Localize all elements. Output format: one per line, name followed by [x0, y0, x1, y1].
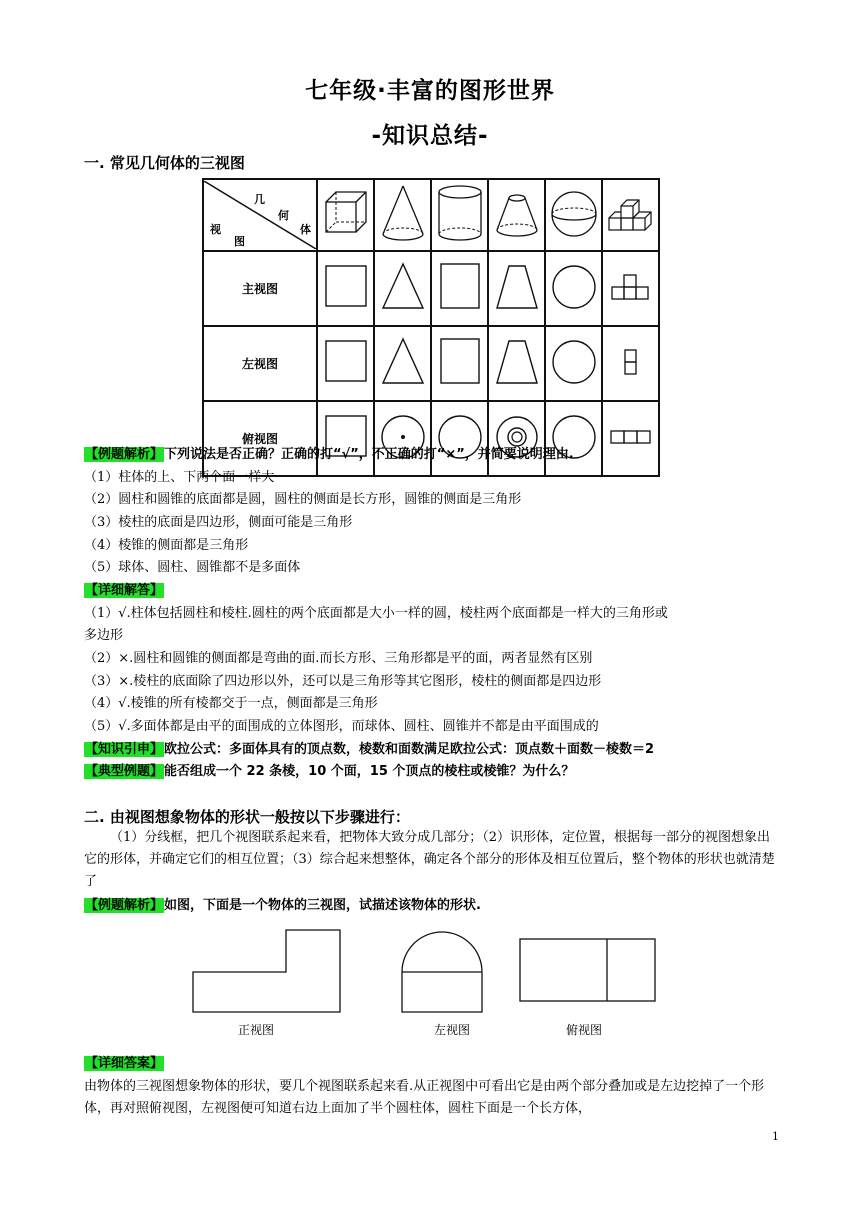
typical-tag: 【典型例题】 [85, 764, 164, 779]
top-view-blocks [603, 402, 658, 471]
cylinder-icon [432, 180, 487, 246]
section1-heading: 一. 常见几何体的三视图 [84, 154, 245, 172]
example-line [84, 444, 574, 466]
front-view-square [318, 252, 373, 321]
answer-tag: 【详细解答】 [85, 583, 164, 598]
answer2-text: 由物体的三视图想象物体的形状，要几个视图联系起来看.从正视图中可看出它是由两个部分叠加或是左边挖掉了一个形体，再对照俯视图，左视图便可知道右边上面加了半个圆柱体，圆柱下面是一个长方体， [84, 1079, 765, 1116]
header-char-3: 体 [300, 223, 311, 236]
front-view-shape [193, 930, 340, 1012]
table-header-cell [203, 179, 317, 251]
three-views-figure [190, 925, 660, 1017]
example2-question: 如图，下面是一个物体的三视图，试描述该物体的形状. [164, 898, 481, 913]
top-view-shape [520, 939, 655, 1001]
answer-5: （5）√.多面体都是由平的面围成的立体图形，而球体、圆柱、圆锥并不都是由平面围成的 [84, 719, 599, 734]
caption-left: 左视图 [434, 1023, 471, 1037]
page-subtitle: -知识总结- [371, 123, 489, 149]
answer-1b: 多边形 [84, 628, 124, 643]
row-label-front: 主视图 [203, 251, 317, 326]
front-view-trapezoid [489, 252, 544, 321]
three-view-table [202, 178, 660, 477]
front-view-rectangle [432, 252, 487, 321]
knowledge-line [84, 739, 654, 761]
typical-text: 能否组成一个 22 条棱，10 个面，15 个顶点的棱柱或棱锥？为什么？ [164, 764, 575, 779]
header-char-5: 图 [234, 235, 245, 248]
caption-top: 俯视图 [566, 1023, 603, 1037]
cone-icon [375, 180, 430, 246]
knowledge-text: 欧拉公式：多面体具有的顶点数，棱数和面数满足欧拉公式：顶点数＋面数－棱数＝2 [164, 742, 655, 757]
item-5: （5）球体、圆柱、圆锥都不是多面体 [84, 560, 301, 575]
front-view-circle [546, 252, 601, 321]
example-question: 下列说法是否正确？正确的打“√”，不正确的打“×”，并简要说明理由. [164, 447, 574, 462]
answer2-tag: 【详细答案】 [85, 1056, 164, 1071]
typical-line [84, 761, 574, 783]
example-tag: 【例题解析】 [85, 447, 164, 462]
left-view-triangle [375, 327, 430, 396]
item-1: （1）柱体的上、下两个面一样大 [84, 470, 275, 485]
front-view-blocks [603, 252, 658, 321]
page-title: 七年级·丰富的图形世界 [305, 78, 555, 104]
item-2: （2）圆柱和圆锥的底面都是圆，圆柱的侧面是长方形，圆锥的侧面是三角形 [84, 492, 522, 507]
section2-paragraph: （1）分线框，把几个视图联系起来看，把物体大致分成几部分；（2）识形体，定位置，根据每一部分的视图想象出它的形体，并确定它们的相互位置；（3）综合起来想整体，确定各个部分的形体及相互位置后，整个物体的形状也就清楚了 [84, 830, 775, 889]
answer-4: （4）√.棱锥的所有棱都交于一点，侧面都是三角形 [84, 696, 378, 711]
section2-heading: 二. 由视图想象物体的形状一般按以下步骤进行： [84, 808, 410, 826]
left-view-blocks [603, 327, 658, 396]
answer-3: （3）×.棱柱的底面除了四边形以外，还可以是三角形等其它图形，棱柱的侧面都是四边形 [84, 674, 602, 689]
answer-2: （2）×.圆柱和圆锥的侧面都是弯曲的面.而长方形、三角形都是平的面，两者显然有区别 [84, 651, 593, 666]
item-4: （4）棱锥的侧面都是三角形 [84, 538, 249, 553]
answer-1a: （1）√.柱体包括圆柱和棱柱.圆柱的两个底面都是大小一样的圆，棱柱两个底面都是一样大的三角形或 [84, 606, 668, 621]
left-view-rectangle [432, 327, 487, 396]
stacked-cubes-icon [603, 180, 658, 246]
header-char-4: 视 [210, 223, 221, 236]
item-3: （3）棱柱的底面是四边形，侧面可能是三角形 [84, 515, 353, 530]
header-char-1: 几 [254, 193, 265, 206]
answer2-tag-line [84, 1053, 164, 1075]
row-label-left: 左视图 [203, 326, 317, 401]
caption-front: 正视图 [238, 1023, 275, 1037]
sphere-icon [546, 180, 601, 246]
left-view-square [318, 327, 373, 396]
example2-tag: 【例题解析】 [85, 898, 164, 913]
front-view-triangle [375, 252, 430, 321]
left-view-trapezoid [489, 327, 544, 396]
answer-tag-line [84, 580, 164, 602]
left-view-circle [546, 327, 601, 396]
frustum-icon [489, 180, 544, 246]
knowledge-tag: 【知识引申】 [85, 742, 164, 757]
example2-line [84, 895, 481, 917]
page-number: 1 [772, 1130, 779, 1143]
cube-icon [318, 180, 373, 246]
row-label-top: 俯视图 [203, 401, 317, 476]
header-char-2: 何 [278, 209, 289, 222]
